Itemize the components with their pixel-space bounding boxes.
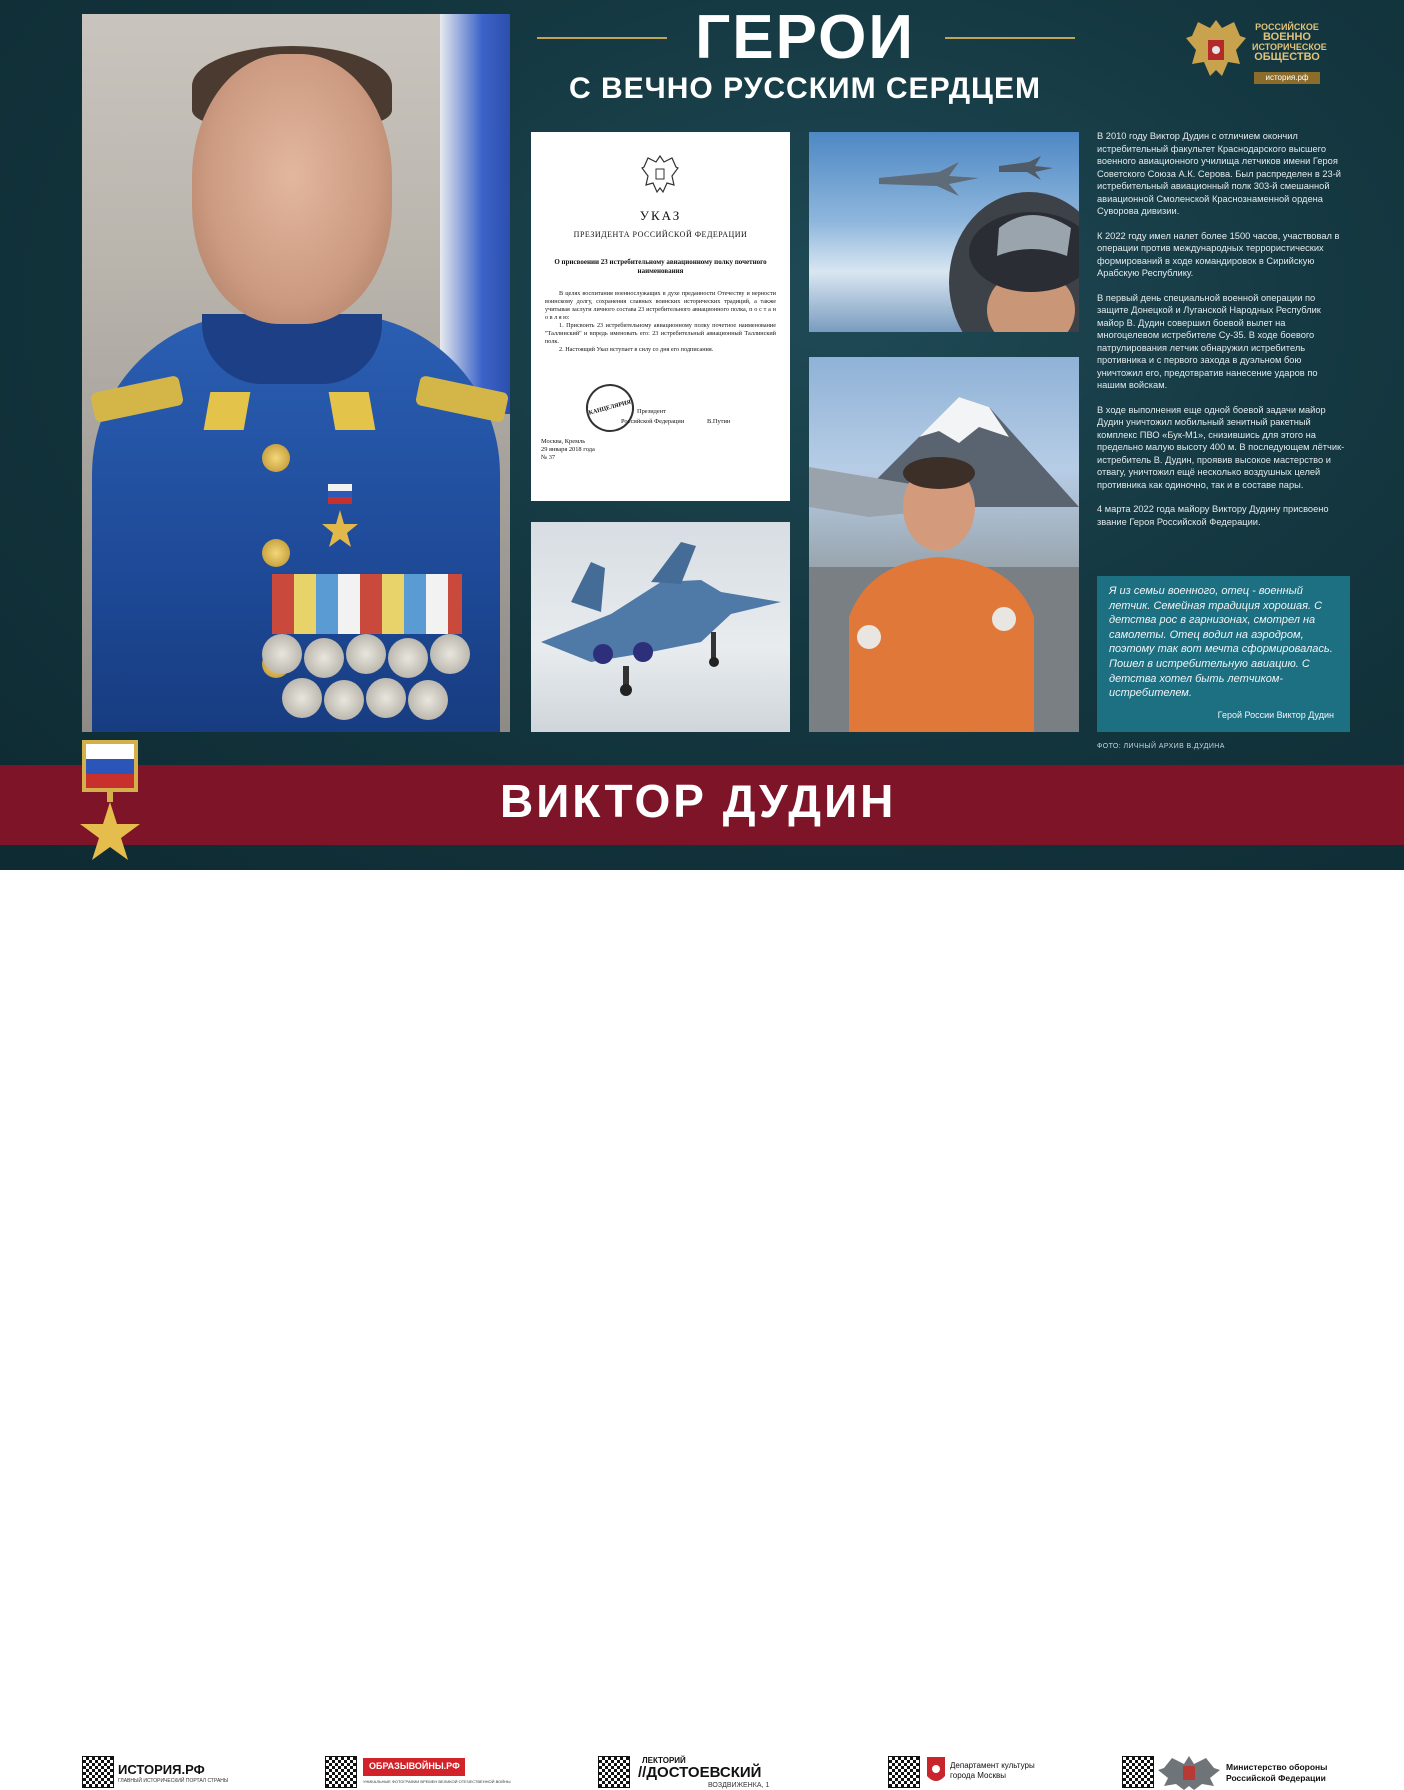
cockpit-selfie-photo <box>809 132 1079 332</box>
partner-ministry-of-defence[interactable]: Министерство обороны Российской Федерации <box>1122 1756 1332 1790</box>
su-35-fighter-icon <box>531 522 790 732</box>
state-emblem-icon <box>641 154 679 194</box>
bio-paragraph: В 2010 году Виктор Дудин с отличием окончил истребительный факультет Краснодарского высшего военного авиационного училища летчиков имени Героя Советского Союза А.К. Серова. Был распределен в 23-й истребительный авиационный полк 303-й смешанной авиационной Смоленской Краснознаменной ордена Суворова дивизии. <box>1097 131 1342 216</box>
collar-tab-left <box>204 392 251 430</box>
fighter-jets-in-flight-icon <box>809 132 1079 332</box>
decree-body: В целях воспитания военнослужащих в духе преданности Отечеству и верности воинскому долгу, сохранения славных воинских исторических традиций, а также учитывая заслуги личного состава 23 истребительного авиационного полка, п о с т а н о в л я ю: 1. Присвоить 23 истребительному авиационному полку почетное наименование "Таллинский" и впредь именовать его: 23 истребительный авиационный Таллинский полк. 2. Настоящий Указ вступает в силу со дня его подписания. <box>545 290 776 353</box>
hero-portrait-photo <box>82 14 510 732</box>
signature-title-2: Российской Федерации <box>621 418 685 425</box>
poster-title: ГЕРОИ <box>695 3 915 72</box>
poster-subtitle: С ВЕЧНО РУССКИМ СЕРДЦЕМ <box>569 72 1041 105</box>
signature-title: Президент <box>637 408 666 415</box>
footer-partners <box>0 870 1404 1789</box>
flag-backdrop <box>440 14 510 414</box>
qr-code-icon <box>1122 1756 1154 1788</box>
collar-tab-right <box>329 392 376 430</box>
collar <box>202 314 382 384</box>
uniform-button <box>262 539 290 567</box>
rvio-url: история.рф <box>1254 72 1320 84</box>
rvio-name: РОССИЙСКОЕ ВОЕННО ИСТОРИЧЕСКОЕ ОБЩЕСТВО <box>1252 22 1327 63</box>
decree-topic: О присвоении 23 истребительному авиационному полку почетного наименования <box>554 258 767 275</box>
double-headed-eagle-icon <box>1184 14 1248 84</box>
bio-paragraph: В первый день специальной военной операции по защите Донецкой и Луганской Народных Республик майор В. Дудин совершил боевой вылет на многоцелевом истребителе Су-35. В ходе боевого патрулирования летчик обнаружил истребитель противника и с первого захода в дуэльном бою уничтожил его, предотвратив нанесение ударов по нашим войскам. <box>1097 292 1321 390</box>
qr-code-icon <box>888 1756 920 1788</box>
qr-code-icon <box>325 1756 357 1788</box>
quote-text: Я из семьи военного, отец - военный летчик. Семейная традиция хорошая. С детства рос в гарнизонах, смотрел на самолеты. Отец водил на аэродром, поэтому так вот мечта сформировалась. Пошел в истребительную авиацию. С детства хотел быть летчиком-истребителем. <box>1109 585 1333 700</box>
partner-obrazy-voyny[interactable]: ОБРАЗЫВОЙНЫ.РФ УНИКАЛЬНЫЕ ФОТОГРАФИИ ВРЕМЕН ВЕЛИКОЙ ОТЕЧЕСТВЕННОЙ ВОЙНЫ <box>325 1756 475 1790</box>
su-35-takeoff-photo <box>531 522 790 732</box>
decree-place-date: Москва, Кремль 29 января 2018 года № 37 <box>541 438 595 461</box>
qr-code-icon <box>598 1756 630 1788</box>
pilot-with-volcano-icon <box>809 357 1079 732</box>
moscow-coat-of-arms-icon <box>926 1756 946 1786</box>
quote-box <box>1097 576 1350 732</box>
partner-moscow-culture-department[interactable]: Департамент культуры города Москвы <box>888 1756 1048 1790</box>
uniform-button <box>262 444 290 472</box>
hero-of-russia-medal-icon <box>80 740 140 864</box>
bio-paragraph: 4 марта 2022 года майору Виктору Дудину присвоено звание Героя Российской Федерации. <box>1097 504 1329 527</box>
partner-lektoriy-dostoevsky[interactable]: ЛЕКТОРИЙ //ДОСТОЕВСКИЙ ВОЗДВИЖЕНКА, 1 <box>598 1756 778 1790</box>
presidential-decree-document <box>531 132 790 501</box>
signature-name: В.Путин <box>707 418 731 425</box>
poster-background <box>0 0 1404 870</box>
medal-ribbons <box>272 574 462 634</box>
medals-row <box>262 634 472 724</box>
decree-subheading: ПРЕЗИДЕНТА РОССИЙСКОЙ ФЕДЕРАЦИИ <box>573 230 748 239</box>
quote-author: Герой России Виктор Дудин <box>1217 710 1334 720</box>
decree-heading: УКАЗ <box>639 208 682 223</box>
pilot-at-airfield-photo <box>809 357 1079 732</box>
bio-paragraph: К 2022 году имел налет более 1500 часов, участвовал в операции против международных террористических формирований в ходе командировок в Сирийскую Арабскую Республику. <box>1097 230 1340 278</box>
bio-paragraph: В ходе выполнения еще одной боевой задачи майор Дудин уничтожил мобильный зенитный ракетный комплекс ПВО «Бук-М1», снизившись для этого на предельно малую высоту 400 м. В последующем лётчик-истребитель В. Дудин, проявив высокое мастерство и отвагу, уничтожил ещё несколько воздушных целей противника как одиночно, так и в составе пары. <box>1097 404 1345 490</box>
qr-code-icon <box>82 1756 114 1788</box>
gold-star-medal <box>322 484 358 554</box>
biography-text <box>1097 130 1345 540</box>
office-stamp: КАНЦЕЛЯРИЯ <box>581 379 640 438</box>
photo-credit: ФОТО: ЛИЧНЫЙ АРХИВ В.ДУДИНА <box>1097 743 1225 750</box>
rvio-logo <box>1184 14 1327 86</box>
ministry-of-defence-emblem-icon <box>1158 1754 1220 1790</box>
face <box>192 54 392 324</box>
partner-istoria-rf[interactable]: ИСТОРИЯ.РФ ГЛАВНЫЙ ИСТОРИЧЕСКИЙ ПОРТАЛ СТРАНЫ <box>82 1756 232 1790</box>
hero-name: ВИКТОР ДУДИН <box>500 775 897 827</box>
